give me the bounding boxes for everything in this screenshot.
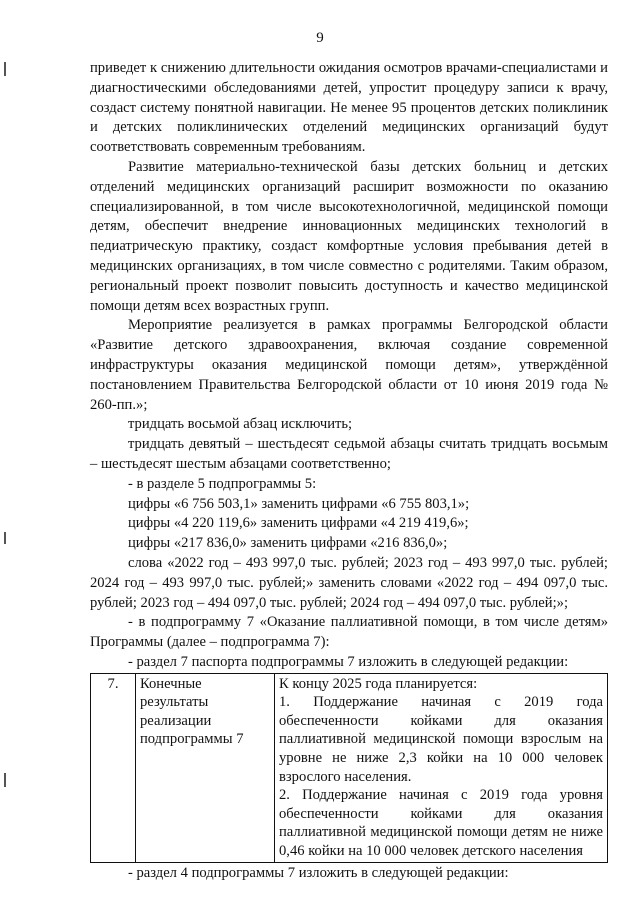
row-name-line: результаты [140, 694, 209, 711]
paragraph: тридцать восьмой абзац исключить; [128, 416, 353, 433]
row-name-line: реализации [140, 712, 212, 729]
margin-mark [4, 62, 6, 76]
margin-mark [4, 532, 6, 544]
paragraph: цифры «4 220 119,6» заменить цифрами «4 219 419,6»; [128, 515, 469, 532]
paragraph: - раздел 7 паспорта подпрограммы 7 изложить в следующей редакции: [128, 653, 569, 670]
paragraph: Развитие материально-технической базы детских больниц и детских отделений медицинских организаций расширит возможности по оказанию специализированной, в том числе высокотехнологичной, медицинской помощи детям, обеспечит внедрение инновационных медицинских технологий в педиатрическую практику, создаст комфортные условия пребывания детей в медицинских организациях, в том числе совместно с родителями. Таким образом, региональный проект позволит повысить доступность и качество медицинской помощи детям всех возрастных групп. [90, 158, 608, 314]
paragraph: - в разделе 5 подпрограммы 5: [128, 475, 317, 492]
passport-table [90, 673, 608, 863]
paragraph: Мероприятие реализуется в рамках программы Белгородской области «Развитие детского здравоохранения, включая создание современной инфраструктуры оказания медицинской помощи детям», утверждённой постановлением Правительства Белгородской области от 10 июня 2019 года № 260-пп.»; [90, 317, 608, 413]
row-number-cell: 7. [91, 673, 136, 862]
page-number: 9 [316, 30, 324, 46]
margin-mark [4, 773, 6, 787]
row-name-line: Конечные [140, 675, 202, 692]
content-heading: К концу 2025 года планируется: [279, 675, 478, 692]
row-name-line: подпрограммы 7 [140, 731, 244, 748]
row-name-cell [136, 673, 275, 862]
table-row [91, 673, 608, 862]
paragraph: - раздел 4 подпрограммы 7 изложить в следующей редакции: [128, 864, 509, 881]
paragraph: - в подпрограмму 7 «Оказание паллиативной помощи, в том числе детям» Программы (далее – подпрограмма 7): [90, 614, 608, 651]
paragraph: цифры «217 836,0» заменить цифрами «216 836,0»; [128, 535, 448, 552]
paragraph: слова «2022 год – 493 997,0 тыс. рублей; 2023 год – 493 997,0 тыс. рублей; 2024 год – 493 997,0 тыс. рублей;» заменить словами «2022 год – 494 097,0 тыс. рублей; 2023 год – 494 097,0 тыс. рублей; 2024 год – 494 097,0 тыс. рублей;»; [90, 554, 608, 611]
paragraph: приведет к снижению длительности ожидания осмотров врачами-специалистами и диагностическими обследованиями детей, упростит процедуру записи к врачу, создаст систему понятной навигации. Не менее 95 процентов детских поликлиник и детских поликлинических отделений медицинских организаций будут соответствовать современным требованиям. [90, 60, 608, 156]
content-item: 2. Поддержание начиная с 2019 года уровня обеспеченности койками для оказания паллиативной медицинской помощи детям не ниже 0,46 койки на 10 000 человек детского населения [279, 787, 603, 860]
row-content-cell [275, 673, 608, 862]
paragraph: цифры «6 756 503,1» заменить цифрами «6 755 803,1»; [128, 495, 470, 512]
paragraph: тридцать девятый – шестьдесят седьмой абзацы считать тридцать восьмым – шестьдесят шестым абзацами соответственно; [90, 436, 608, 472]
document-body [90, 59, 608, 883]
content-item: 1. Поддержание начиная с 2019 года обеспеченности койками для оказания паллиативной медицинской помощи взрослым на уровне не ниже 2,3 койки на 10 000 человек взрослого населения. [279, 694, 603, 785]
